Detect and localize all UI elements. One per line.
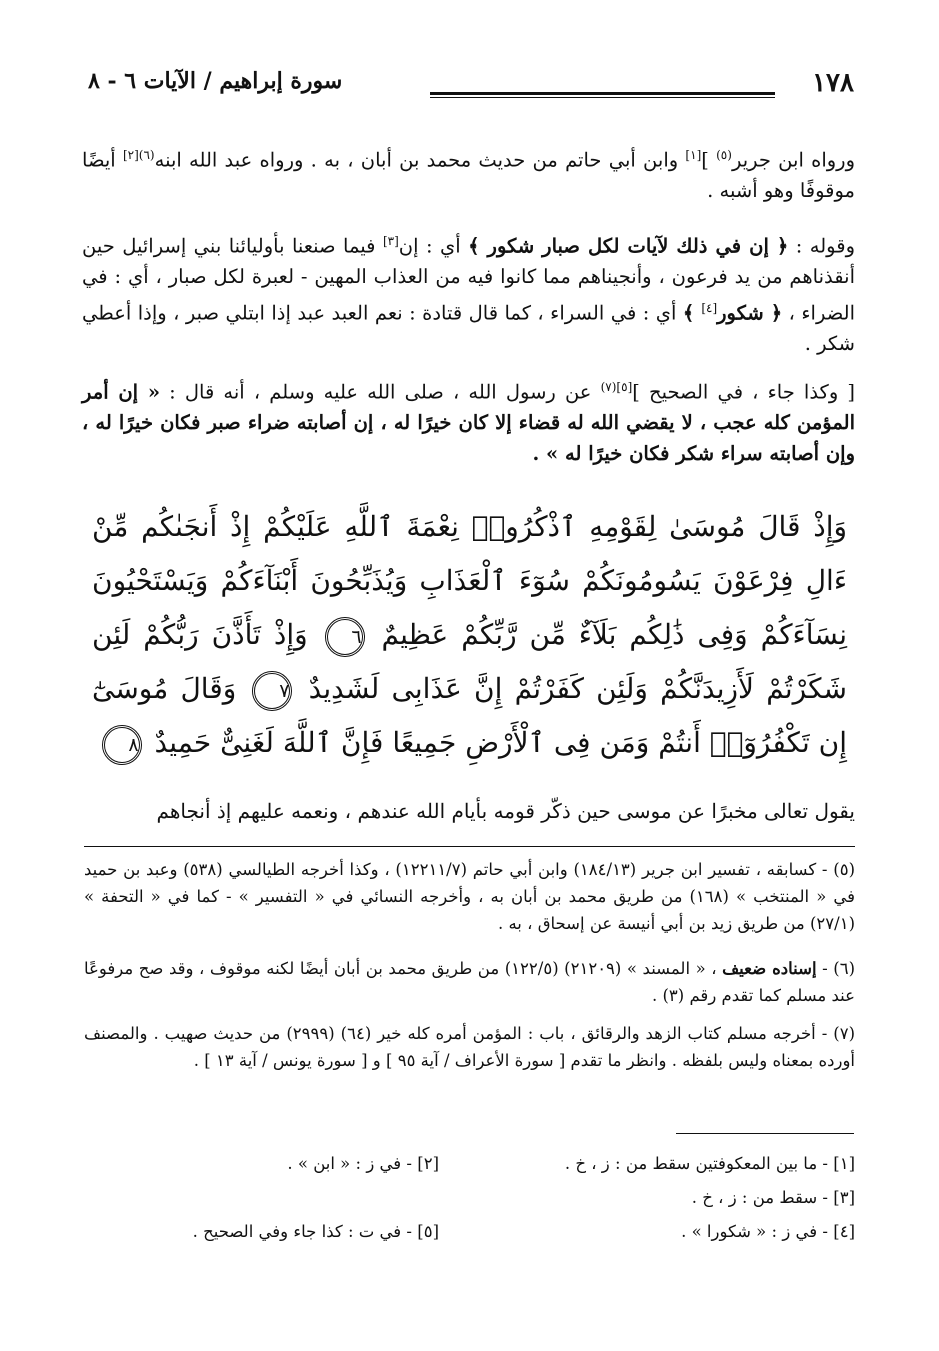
- ayah-marker-6: ٦: [325, 617, 365, 657]
- verse-text-7: وَإِذْ تَأَذَّنَ رَبُّكُمْ لَئِن شَكَرْتُمْ لَأَزِيدَنَّكُمْ وَلَئِن كَفَرْتُمْ إِنَّ عَذَابِى لَشَدِيدٌ: [92, 618, 847, 705]
- ayah-marker-7: ٧: [252, 671, 292, 711]
- header-rule-thin: [430, 97, 775, 98]
- paragraph-tafsir: يقول تعالى مخبرًا عن موسى حين ذكّر قومه بأيام الله عندهم ، ونعمه عليهم إذ أنجاهم: [156, 799, 855, 823]
- running-title: سورة إبراهيم / الآيات ٦ - ٨: [88, 68, 343, 94]
- variant-note-1: [١] - ما بين المعكوفتين سقط من : ز ، خ .: [564, 1154, 855, 1173]
- footnote-7: (٧) - أخرجه مسلم كتاب الزهد والرقائق ، باب : المؤمن أمره كله خير (٦٤) (٢٩٩٩) من حديث صهيب . والمصنف أورده بمعناه وليس بلفظه . وانظر ما تقدم [ سورة الأعراف / آية ٩٥ ] و [ سورة يونس / آية ١٣ ] .: [84, 1024, 855, 1070]
- paragraph-commentary: وقوله : ﴿ إن في ذلك لآيات لكل صبار شكور ﴾ أي : إن[٣] فيما صنعنا بأوليائنا بني إسرائيل حين أنقذناهم من يد فرعون ، وأنجيناهم مما كانوا فيه من العذاب المهين - لعبرة لكل صبار ، أي : في الضراء ، ﴿ شكور[٤] ﴾ أي : في السراء ، كما قال قتادة : نعم العبد عبد إذا ابتلي صبر ، وإذا أعطي شكر .: [82, 234, 855, 355]
- footnote-5: (٥) - كسابقه ، تفسير ابن جرير (١٨٤/١٣) وابن أبي حاتم (١٢٢١١/٧) ، وكذا أخرجه الطيالسي (٥٣٨) وعبد بن حميد في « المنتخب » (١٦٨) من طريق محمد بن أبان به ، وأخرجه النسائي في « التفسير » - كما في « التحفة » (٢٧/١) من طريق زيد بن أبي أنيسة عن إسحاق ، به .: [84, 860, 855, 933]
- variant-note-5: [٥] - في ت : كذا جاء وفي الصحيح .: [192, 1222, 439, 1241]
- verse-text-6: وَإِذْ قَالَ مُوسَىٰ لِقَوْمِهِ ٱذْكُرُوا۟ نِعْمَةَ ٱللَّهِ عَلَيْكُمْ إِذْ أَنجَىٰكُم مِّنْ ءَالِ فِرْعَوْنَ يَسُومُونَكُمْ سُوٓءَ ٱلْعَذَابِ وَيُذَبِّحُونَ أَبْنَآءَكُمْ وَيَسْتَحْيُونَ نِسَآءَكُمْ وَفِى ذَٰلِكُم بَلَآءٌ مِّن رَّبِّكُمْ عَظِيمٌ: [92, 510, 847, 651]
- variant-note-3: [٣] - سقط من : ز ، خ .: [691, 1188, 855, 1207]
- footnote-rule: [84, 846, 855, 847]
- quran-verses: [92, 500, 847, 770]
- variants-rule: [676, 1133, 854, 1134]
- variant-note-4: [٤] - في ز : « شكورا » .: [681, 1222, 855, 1241]
- footnote-6: (٦) - إسناده ضعيف ، « المسند » (٢١٢٠٩) (١٢٢/٥) من طريق محمد بن أبان أيضًا لكنه موقوف ، وقد صح مرفوعًا عند مسلم كما تقدم رقم (٣) .: [84, 959, 855, 1005]
- verse-text-8: وَقَالَ مُوسَىٰٓ إِن تَكْفُرُوٓا۟ أَنتُمْ وَمَن فِى ٱلْأَرْضِ جَمِيعًا فَإِنَّ ٱللَّهَ لَغَنِىٌّ حَمِيدٌ: [92, 672, 847, 759]
- variant-note-2: [٢] - في ز : « ابن » .: [287, 1154, 439, 1173]
- ayah-marker-8: ٨: [102, 725, 142, 765]
- paragraph-hadith: [ وكذا جاء ، في الصحيح ]$^{[٥](٧)}$ عن رسول الله ، صلى الله عليه وسلم ، أنه قال : « إن أمر المؤمن كله عجب ، لا يقضي الله له قضاء إلا كان خيرًا له ، إن أصابته ضراء صبر فكان خيرًا له ، وإن أصابته سراء شكر فكان خيرًا له » .: [82, 380, 856, 465]
- page-number: ١٧٨: [812, 68, 854, 98]
- paragraph-narration: ورواه ابن جرير$^{(٥)}$ ][١] وابن أبي حاتم من حديث محمد بن أبان ، به . ورواه عبد الله ابنه$^{(٦)[٢]}$ أيضًا موقوفًا وهو أشبه .: [82, 148, 855, 202]
- header-rule: [430, 92, 775, 95]
